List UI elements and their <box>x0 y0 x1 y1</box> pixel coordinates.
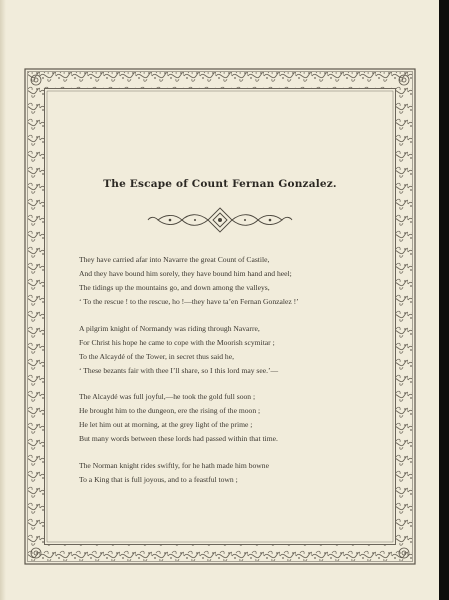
poem-line: ‘ These bezants fair with thee I’ll share, so I this lord may see.’— <box>79 365 279 375</box>
poem-title: The Escape of Count Fernan Gonzalez. <box>103 178 337 190</box>
poem-line: He let him out at morning, at the grey light of the prime ; <box>79 420 253 429</box>
stanza-4 <box>79 459 379 487</box>
poem-line: But many words between these lords had passed within that time. <box>79 434 278 443</box>
poem-line: And they have bound him sorely, they have bound him hand and heel; <box>79 269 292 278</box>
poem-line: ‘ To the rescue ! to the rescue, ho !—they have ta’en Fernan Gonzalez !’ <box>79 297 299 306</box>
poem-line: He brought him to the dungeon, ere the rising of the moon ; <box>79 406 261 415</box>
poem-line: A pilgrim knight of Normandy was riding through Navarre, <box>79 323 260 333</box>
poem-line: The Alcaydé was full joyful,—he took the gold full soon ; <box>79 392 256 401</box>
stanza-3 <box>79 390 379 446</box>
stanza-1 <box>79 253 379 309</box>
poem-line: They have carried afar into Navarre the great Count of Castile, <box>79 255 270 264</box>
page-gutter-shadow <box>0 0 6 600</box>
stanza-2 <box>79 322 379 378</box>
poem-line: For Christ his hope he came to cope with the Moorish scymitar ; <box>79 337 275 347</box>
ornament-vignette <box>140 203 300 237</box>
poem-line: To the Alcaydé of the Tower, in secret thus said he, <box>79 351 234 361</box>
poem-line: The tidings up the mountains go, and down among the valleys, <box>79 283 270 292</box>
poem-line: The Norman knight rides swiftly, for he hath made him bowne <box>79 460 269 470</box>
poem-line: To a King that is full joyous, and to a feastful town ; <box>79 474 238 484</box>
book-edge <box>439 0 449 600</box>
poem-text <box>79 253 379 499</box>
